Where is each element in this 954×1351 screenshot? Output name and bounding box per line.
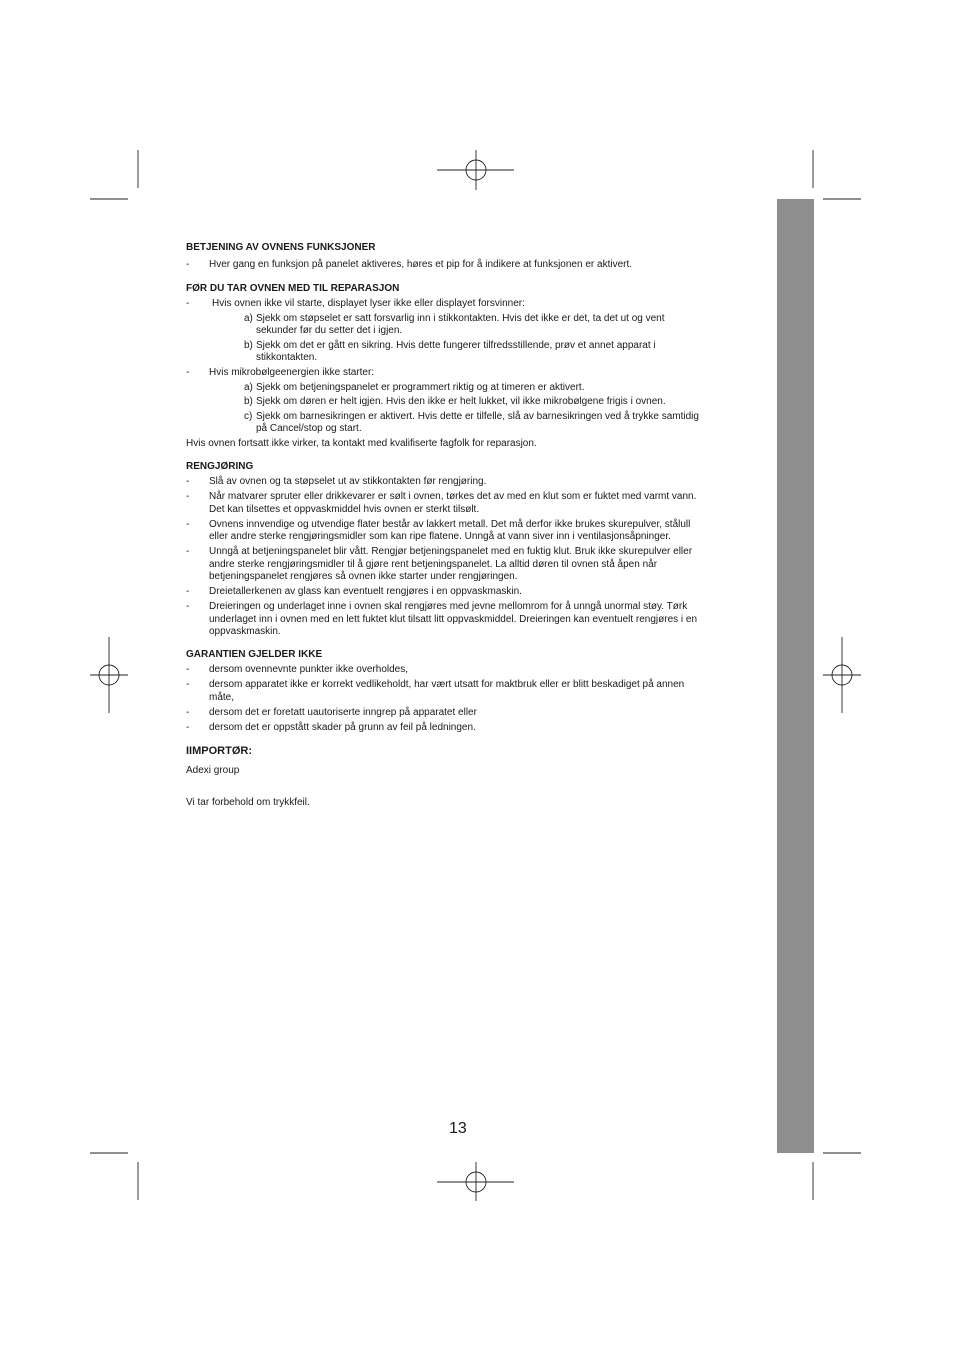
item-text-line: Dreieringen og underlaget inne i ovnen skal rengjøres med jevne mellomrom for å unngå unormal støy. Tørk — [209, 601, 688, 612]
item-text — [209, 491, 766, 516]
section-operation — [186, 242, 766, 272]
item-text-line: andre sterke rengjøringsmidler til å gjøre rent betjeningspanelet. La alltid døren til ovnen stå åpen når — [209, 558, 658, 570]
item-text — [209, 367, 766, 436]
section-heading: BETJENING AV OVNENS FUNKSJONER — [186, 242, 376, 253]
sub-item — [209, 313, 766, 338]
item-text-line: eller andre sterke rengjøringsmidler som kan ripe flatene. Unngå at vann siver inn i ventilasjonsåpninger. — [209, 531, 671, 542]
section-heading: FØR DU TAR OVNEN MED TIL REPARASJON — [186, 283, 400, 294]
sub-item-label: c) — [244, 410, 253, 422]
sub-item-label: a) — [244, 312, 253, 324]
sub-item-text — [256, 313, 665, 338]
list-item — [186, 601, 766, 639]
registration-mark-bottom — [437, 1162, 514, 1201]
item-text — [209, 476, 766, 489]
item-text — [209, 601, 766, 639]
repair-note: Hvis ovnen fortsatt ikke virker, ta kontakt med kvalifiserte fagfolk for reparasjon. — [186, 438, 537, 449]
list-item — [186, 519, 766, 544]
registration-mark-left — [90, 637, 128, 713]
list-item — [186, 476, 766, 489]
item-text — [209, 259, 766, 272]
sub-item-text — [256, 382, 584, 395]
item-text — [209, 679, 766, 704]
sub-item-text — [256, 340, 656, 365]
importer-name: Adexi group — [186, 765, 240, 776]
item-text-line: Unngå at betjeningspanelet blir vått. Rengjør betjeningspanelet med en fuktig klut. Bruk ikke skurepulver eller — [209, 546, 693, 557]
item-text-line: Hvis ovnen ikke vil starte, displayet lyser ikke eller displayet forsvinner: — [212, 298, 525, 309]
item-text — [209, 586, 766, 599]
list-item — [186, 298, 766, 365]
sub-item — [209, 411, 766, 436]
item-text-line: måte, — [209, 691, 235, 703]
list-item — [186, 664, 766, 677]
registration-mark-right — [823, 637, 861, 713]
page-number: 13 — [449, 1120, 467, 1137]
item-text-line: Sjekk om det er gått en sikring. Hvis dette fungerer tilfredsstillende, prøv et annet apparat i — [256, 339, 656, 351]
bullet-dash: - — [186, 476, 190, 487]
side-tab-bar — [777, 199, 814, 1153]
registration-circle — [832, 665, 852, 685]
bullet-dash: - — [186, 518, 190, 530]
item-text-line: Hver gang en funksjon på panelet aktiveres, høres et pip for å indikere at funksjonen er aktivert. — [209, 259, 633, 270]
registration-mark-top — [437, 150, 514, 190]
list-item — [186, 367, 766, 436]
item-text — [209, 546, 766, 584]
registration-circle — [466, 160, 486, 180]
section-heading: RENGJØRING — [186, 461, 254, 472]
item-text-line: dersom det er foretatt uautoriserte inngrep på apparatet eller — [209, 706, 477, 718]
item-text-line: stikkontakten. — [256, 352, 318, 363]
sub-item-label: a) — [244, 381, 253, 393]
list-item — [186, 679, 766, 704]
item-text — [209, 664, 766, 677]
section-before-repair — [186, 283, 766, 451]
bullet-dash: - — [186, 679, 190, 690]
print-error-disclaimer: Vi tar forbehold om trykkfeil. — [186, 797, 310, 808]
bullet-dash: - — [186, 259, 190, 270]
sub-item — [209, 340, 766, 365]
section-cleaning — [186, 461, 766, 639]
registration-circle — [466, 1172, 486, 1192]
item-text-line: Når matvarer spruter eller drikkevarer er sølt i ovnen, tørkes det av med en klut som er fuktet med varmt vann. — [209, 491, 697, 502]
item-text-line: på Cancel/stop og start. — [256, 423, 362, 434]
item-text-line: Slå av ovnen og ta støpselet ut av stikkontakten før rengjøring. — [209, 476, 487, 487]
item-text-line: dersom ovennevnte punkter ikke overholdes, — [209, 664, 409, 675]
section-heading: GARANTIEN GJELDER IKKE — [186, 649, 323, 660]
bullet-dash: - — [186, 367, 190, 378]
importer-heading: IIMPORTØR: — [186, 745, 252, 757]
list-item — [186, 546, 766, 584]
item-text-line: oppvaskmaskin. — [209, 626, 281, 637]
item-text — [209, 298, 766, 365]
list-item — [186, 259, 766, 272]
section-warranty-exclusions — [186, 649, 766, 734]
bullet-dash: - — [186, 721, 190, 733]
item-text-line: Ovnens innvendige og utvendige flater består av lakkert metall. Det må derfor ikke brukes skurepulver, stålull — [209, 518, 691, 530]
bullet-dash: - — [186, 586, 190, 597]
item-text-line: betjeningspanelet rengjøres så ovnen ikke starter under rengjøringen. — [209, 571, 518, 582]
item-text-line: underlaget inn i ovnen med en lett fuktet klut tilsatt litt oppvaskmiddel. Dreieringen kan eventuelt rengjøres i en — [209, 613, 698, 625]
item-text-line: Sjekk om betjeningspanelet er programmert riktig og at timeren er aktivert. — [256, 381, 585, 393]
sub-item-text — [256, 411, 699, 436]
item-text-line: dersom apparatet ikke er korrekt vedlikeholdt, har vært utsatt for maktbruk eller er blitt beskadiget på annen — [209, 679, 685, 690]
item-text — [209, 722, 766, 735]
item-text-line: Sjekk om støpselet er satt forsvarlig inn i stikkontakten. Hvis det ikke er det, ta det ut og vent — [256, 312, 665, 324]
item-text-line: sekunder før du setter det i igjen. — [256, 325, 403, 336]
item-text-line: Sjekk om døren er helt igjen. Hvis den ikke er helt lukket, vil ikke mikrobølgene frigis i ovnen. — [256, 396, 666, 407]
sub-item-label: b) — [244, 339, 253, 351]
item-text-line: dersom det er oppstått skader på grunn av feil på ledningen. — [209, 721, 476, 733]
bullet-dash: - — [186, 546, 190, 557]
list-item — [186, 722, 766, 735]
item-text — [209, 707, 766, 720]
registration-circle — [99, 665, 119, 685]
list-item — [186, 707, 766, 720]
sub-item-text — [256, 396, 666, 409]
item-text-line: Sjekk om barnesikringen er aktivert. Hvis dette er tilfelle, slå av barnesikringen ved å trykke samtidig — [256, 410, 699, 422]
sub-item — [209, 396, 766, 409]
list-item — [186, 491, 766, 516]
sub-item — [209, 382, 766, 395]
bullet-dash: - — [186, 491, 190, 502]
list-item — [186, 586, 766, 599]
bullet-dash: - — [186, 601, 190, 612]
bullet-dash: - — [186, 664, 190, 675]
bullet-dash: - — [186, 706, 190, 718]
item-text-line: Det kan tilsettes et oppvaskmiddel hvis ovnen er sterkt tilsølt. — [209, 503, 480, 515]
bullet-dash: - — [186, 298, 190, 309]
item-text-line: Hvis mikrobølgeenergien ikke starter: — [209, 367, 375, 378]
item-text — [209, 519, 766, 544]
item-text-line: Dreietallerkenen av glass kan eventuelt rengjøres i en oppvaskmaskin. — [209, 586, 522, 597]
sub-item-label: b) — [244, 396, 253, 407]
